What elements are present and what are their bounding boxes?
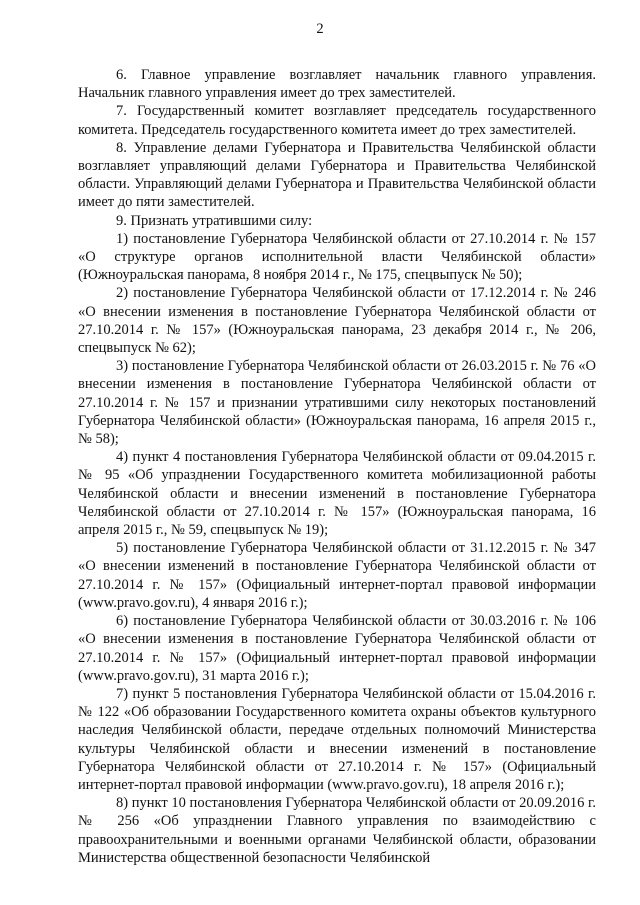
page-number: 2 <box>316 21 324 37</box>
subitem-5: 5) постановление Губернатора Челябинской области от 31.12.2015 г. № 347 «О внесении изменений в постановление Губернатора Челябинской области от 27.10.2014 г. № 157» (Официальный интернет-портал правовой информации (www.pravo.gov.ru), 4 января 2016 г.); <box>78 540 596 611</box>
subitem-3: 3) постановление Губернатора Челябинской области от 26.03.2015 г. № 76 «О внесении изменения в постановление Губернатора Челябинской области от 27.10.2014 г. № 157 и признании утратившими силу некоторых постановлений Губернатора Челябинской области» (Южноуральская панорама, 16 апреля 2015 г., № 58); <box>78 358 596 448</box>
subitem-4: 4) пункт 4 постановления Губернатора Челябинской области от 09.04.2015 г. № 95 «Об упразднении Государственного комитета мобилизационной работы Челябинской области и внесении изменений в постановление Губернатора Челябинской области от 27.10.2014 г. № 157» (Южноуральская панорама, 16 апреля 2015 г., № 59, спецвыпуск № 19); <box>78 449 596 539</box>
paragraph-item-8: 8. Управление делами Губернатора и Правительства Челябинской области возглавляет управляющий делами Губернатора и Правительства Челябинской области. Управляющий делами Губернатора и Правительства Челябинской области имеет до пяти заместителей. <box>78 139 596 211</box>
subitem-2: 2) постановление Губернатора Челябинской области от 17.12.2014 г. № 246 «О внесении изменения в постановление Губернатора Челябинской области от 27.10.2014 г. № 157» (Южноуральская панорама, 23 декабря 2014 г., № 206, спецвыпуск № 62); <box>78 285 596 357</box>
subitem-6: 6) постановление Губернатора Челябинской области от 30.03.2016 г. № 106 «О внесении изменения в постановление Губернатора Челябинской области от 27.10.2014 г. № 157» (Официальный интернет-портал правовой информации (www.pravo.gov.ru), 31 марта 2016 г.); <box>78 613 596 684</box>
paragraph-item-6: 6. Главное управление возглавляет начальник главного управления. Начальник главного управления имеет до трех заместителей. <box>78 67 596 102</box>
document-body <box>78 66 596 867</box>
subitem-8: 8) пункт 10 постановления Губернатора Челябинской области от 20.09.2016 г. № 256 «Об упразднении Главного управления по взаимодействию с правоохранительными и военными органами Челябинской области, образовании Министерства общественной безопасности Челябинской <box>78 795 596 866</box>
subitem-1: 1) постановление Губернатора Челябинской области от 27.10.2014 г. № 157 «О структуре органов исполнительной власти Челябинской области» (Южноуральская панорама, 8 ноября 2014 г., № 175, спецвыпуск № 50); <box>78 230 596 284</box>
paragraph-item-7: 7. Государственный комитет возглавляет председатель государственного комитета. Председатель государственного комитета имеет до трех заместителей. <box>78 103 596 138</box>
paragraph-item-9: 9. Признать утратившими силу: <box>116 212 313 229</box>
subitem-7: 7) пункт 5 постановления Губернатора Челябинской области от 15.04.2016 г. № 122 «Об образовании Государственного комитета охраны объектов культурного наследия Челябинской области, передаче отдельных полномочий Министерства культуры Челябинской области и внесении изменений в постановление Губернатора Челябинской области от 27.10.2014 г. № 157» (Официальный интернет-портал правовой информации (www.pravo.gov.ru), 18 апреля 2016 г.); <box>78 685 596 793</box>
